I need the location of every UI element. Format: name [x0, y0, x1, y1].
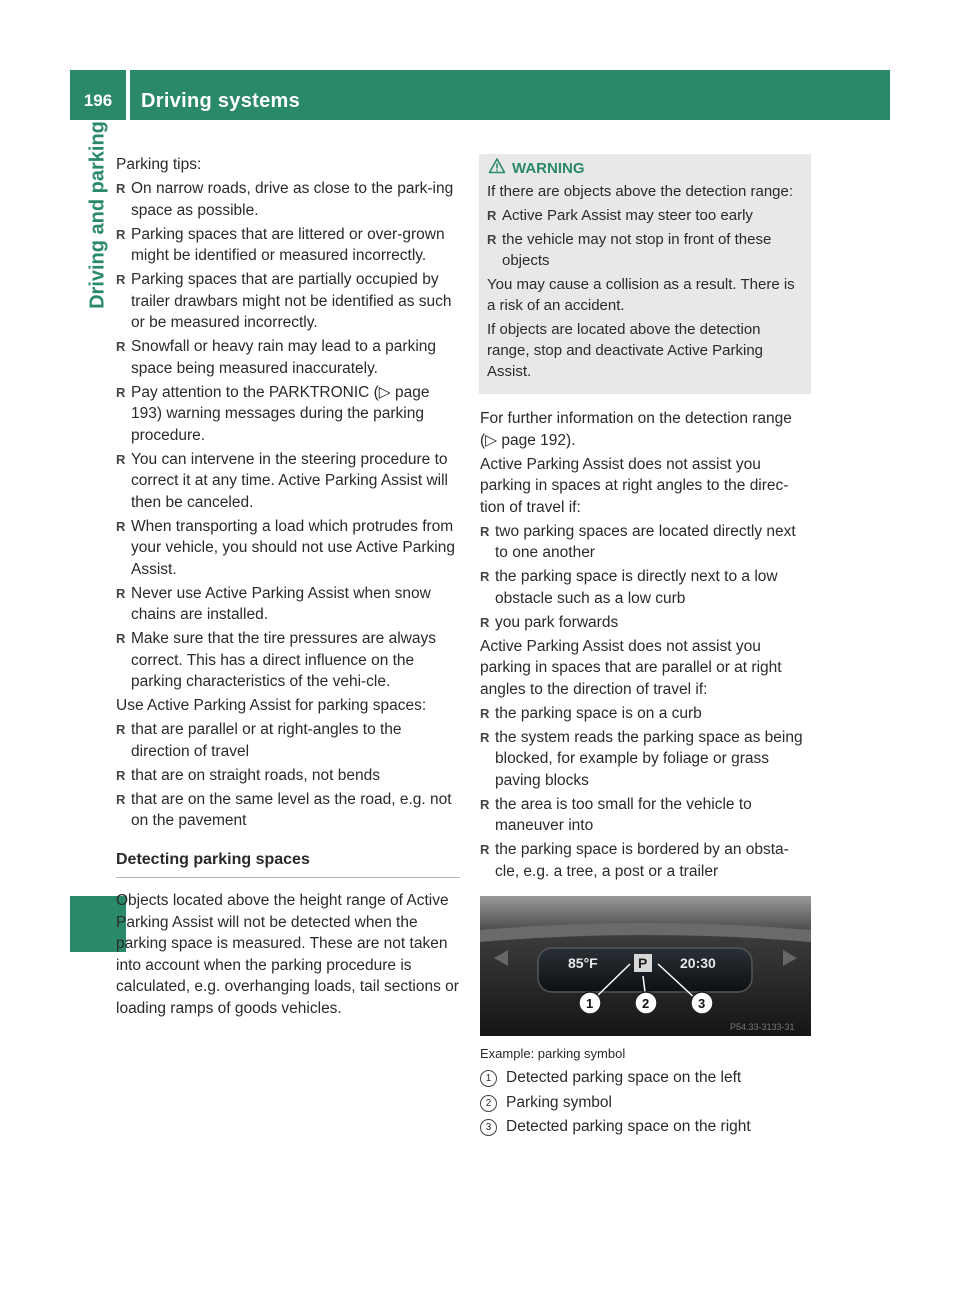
list-item: R the system reads the parking space as being blocked, for example by foliage or grass paving blocks — [480, 727, 812, 792]
side-tab-label: Driving and parking — [86, 121, 109, 309]
parking-tips-intro: Parking tips: — [116, 156, 202, 173]
use-list — [116, 719, 460, 832]
not-assist-list-1 — [480, 521, 812, 634]
display-time: 20:30 — [680, 955, 716, 971]
legend-number: 3 — [480, 1119, 497, 1136]
list-item: R Active Park Assist may steer too early — [487, 205, 802, 226]
list-item: R that are on straight roads, not bends — [116, 765, 460, 787]
callout-2: 2 — [642, 996, 650, 1011]
legend-text: Detected parking space on the right — [506, 1118, 751, 1135]
warning-list — [487, 205, 802, 271]
header-divider — [126, 70, 130, 120]
figure-caption: Example: parking symbol — [480, 1046, 626, 1061]
further-info: For further information on the detection range (▷ page 192). — [480, 410, 792, 449]
warning-intro: If there are objects above the detection range: — [487, 183, 794, 200]
list-item: R the parking space is bordered by an obsta-cle, e.g. a tree, a post or a trailer — [480, 839, 812, 882]
list-item: R the parking space is on a curb — [480, 703, 812, 725]
warning-title — [512, 158, 802, 179]
list-item: R Parking spaces that are littered or over-grown might be identified or measured incorrectly. — [116, 224, 460, 267]
left-column — [116, 154, 460, 1022]
list-item: R Never use Active Parking Assist when snow chains are installed. — [116, 583, 460, 626]
callout-1: 1 — [586, 996, 594, 1011]
right-column — [480, 154, 812, 1141]
list-item: R Snowfall or heavy rain may lead to a parking space being measured inaccurately. — [116, 336, 460, 379]
display-temperature: 85°F — [568, 955, 598, 971]
legend-text: Parking symbol — [506, 1093, 612, 1111]
list-item: R You can intervene in the steering procedure to correct it at any time. Active Parking Assist will then be canceled. — [116, 449, 460, 514]
list-item: R that are parallel or at right-angles to the direction of travel — [116, 719, 460, 762]
warning-para: If objects are located above the detection range, stop and deactivate Active Parking Assist. — [487, 321, 764, 380]
warning-box — [479, 154, 811, 394]
legend-item — [480, 1116, 812, 1138]
dashboard-photo — [480, 896, 811, 1036]
list-item: R you park forwards — [480, 612, 812, 634]
use-intro: Use Active Parking Assist for parking spaces: — [116, 697, 427, 714]
legend-item — [480, 1092, 812, 1114]
warning-title-text: WARNING — [512, 160, 585, 177]
legend-number: 1 — [480, 1070, 497, 1087]
section-heading: Detecting parking spaces — [116, 849, 460, 879]
callout-3: 3 — [698, 996, 706, 1011]
list-item: R Parking spaces that are partially occupied by trailer drawbars might not be identified as such or be measured incorrectly. — [116, 269, 460, 334]
not-assist-intro-1: Active Parking Assist does not assist you parking in spaces at right angles to the direc-tion of travel if: — [480, 455, 789, 516]
page-number: 196 — [83, 91, 113, 110]
list-item: R Pay attention to the PARKTRONIC (▷ page 193) warning messages during the parking procedure. — [116, 382, 460, 447]
image-code: P54.33-3133-31 — [730, 1022, 795, 1032]
legend-number: 2 — [480, 1095, 497, 1112]
parking-tips-list — [116, 178, 460, 693]
display-parking-symbol: P — [638, 955, 648, 971]
list-item: R Make sure that the tire pressures are always correct. This has a direct influence on the parking characteristics of the vehi-cle. — [116, 628, 460, 693]
legend-item — [480, 1067, 812, 1089]
legend-text: Detected parking space on the left — [506, 1069, 742, 1086]
list-item: R two parking spaces are located directly next to one another — [480, 521, 812, 564]
page-title: Driving systems — [141, 90, 301, 112]
list-item: R that are on the same level as the road, e.g. not on the pavement — [116, 789, 460, 832]
not-assist-list-2 — [480, 703, 812, 883]
dashboard-illustration — [480, 896, 811, 1036]
warning-icon — [488, 157, 506, 175]
list-item: R When transporting a load which protrudes from your vehicle, you should not use Active Parking Assist. — [116, 516, 460, 581]
list-item: R the area is too small for the vehicle to maneuver into — [480, 794, 812, 837]
section-text: Objects located above the height range of Active Parking Assist will not be detected when the parking space is measured. These are not taken into account when the parking procedure is calculated, e.g. overhanging loads, tail sections or loading ramps of goods vehicles. — [116, 892, 459, 1017]
list-item: R On narrow roads, drive as close to the park-ing space as possible. — [116, 178, 460, 221]
list-item: R the parking space is directly next to a low obstacle such as a low curb — [480, 566, 812, 609]
warning-para: You may cause a collision as a result. There is a risk of an accident. — [487, 276, 795, 314]
list-item: R the vehicle may not stop in front of these objects — [487, 229, 802, 271]
not-assist-intro-2: Active Parking Assist does not assist you parking in spaces that are parallel or at right angles to the direction of travel if: — [480, 637, 782, 698]
